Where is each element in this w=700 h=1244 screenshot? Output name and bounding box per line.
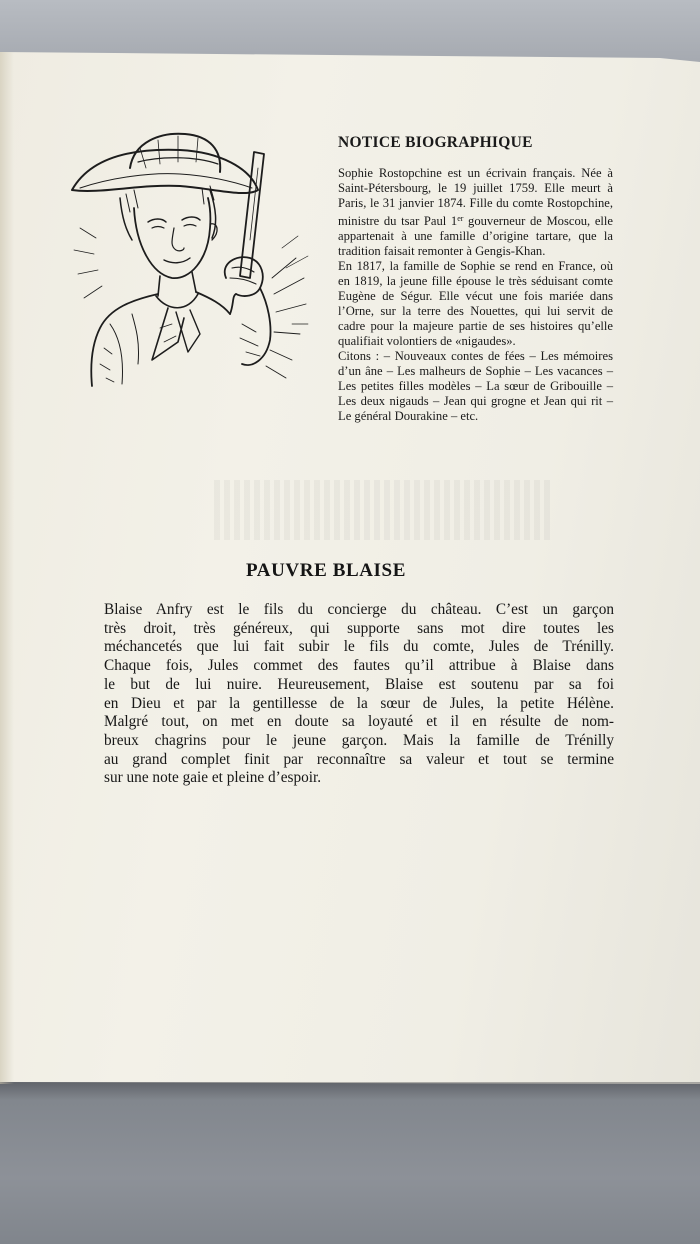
book-summary [104, 601, 614, 788]
summary-line: méchancetés que lui fait subir le fils du comte, Jules de Trénilly. [104, 638, 614, 656]
book-title: PAUVRE BLAISE [245, 560, 406, 581]
summary-line: Malgré tout, on met en doute sa loyauté et il en résulte de nom- [104, 713, 614, 731]
summary-line: le but de lui nuire. Heureusement, Blaise est soutenu par sa foi [104, 675, 614, 693]
notice-paragraph-1 [338, 166, 613, 259]
summary-line: au grand complet finit par reconnaître sa valeur et tout se termine [104, 750, 614, 768]
notice-paragraph-2: En 1817, la famille de Sophie se rend en France, où en 1819, la jeune fille épouse le très séduisant comte Eugène de Ségur. Elle vécut une fois mariée dans l’Orne, sur la terre des Nouettes, qui lui servit de cadre pour la majeure partie de ses histoires qu’elle qualifiait volontiers de «nigaudes». [338, 259, 613, 348]
notice-paragraph-3: Citons : – Nouveaux contes de fées – Les mémoires d’un âne – Les malheurs de Sophie – Les vacances – Les petites filles modèles – La sœur de Gribouille – Les deux nigauds – Jean qui grogne et Jean qui rit – Le général Dourakine – etc. [338, 349, 613, 423]
summary-line: breux chagrins pour le jeune garçon. Mais la famille de Trénilly [104, 731, 614, 749]
summary-line: Chaque fois, Jules commet des fautes qu’il attribue à Blaise dans [104, 657, 614, 675]
ordinal-superscript: er [457, 214, 464, 223]
notice-paragraph-1-text-end: gouverneur de Moscou, elle appartenait à une famille d’origine tartare, que la tradition faisait remonter à Gengis-Khan. [338, 214, 613, 258]
notice-paragraph-1-text: Sophie Rostopchine est un écrivain français. Née à Saint-Pétersbourg, le 19 juillet 1759. Elle meurt à Paris, le 31 janvier 1874. Fille du comte Rostopchine, ministre du tsar Paul 1 [338, 166, 613, 228]
notice-title: NOTICE BIOGRAPHIQUE [338, 134, 533, 151]
page-shadow [0, 1082, 700, 1100]
author-portrait-illustration [60, 128, 310, 390]
show-through-print [214, 480, 554, 540]
notice-body [338, 166, 613, 424]
summary-line: sur une note gaie et pleine d’espoir. [104, 769, 322, 787]
biography-notice [338, 134, 613, 424]
summary-line: très droit, très généreux, qui supporte sans mot dire toutes les [104, 619, 614, 637]
summary-line: Blaise Anfry est le fils du concierge du château. C’est un garçon [104, 601, 614, 618]
table-surface-bottom [0, 1080, 700, 1244]
summary-line: en Dieu et par la gentillesse de la sœur de Jules, la petite Hélène. [104, 694, 614, 712]
